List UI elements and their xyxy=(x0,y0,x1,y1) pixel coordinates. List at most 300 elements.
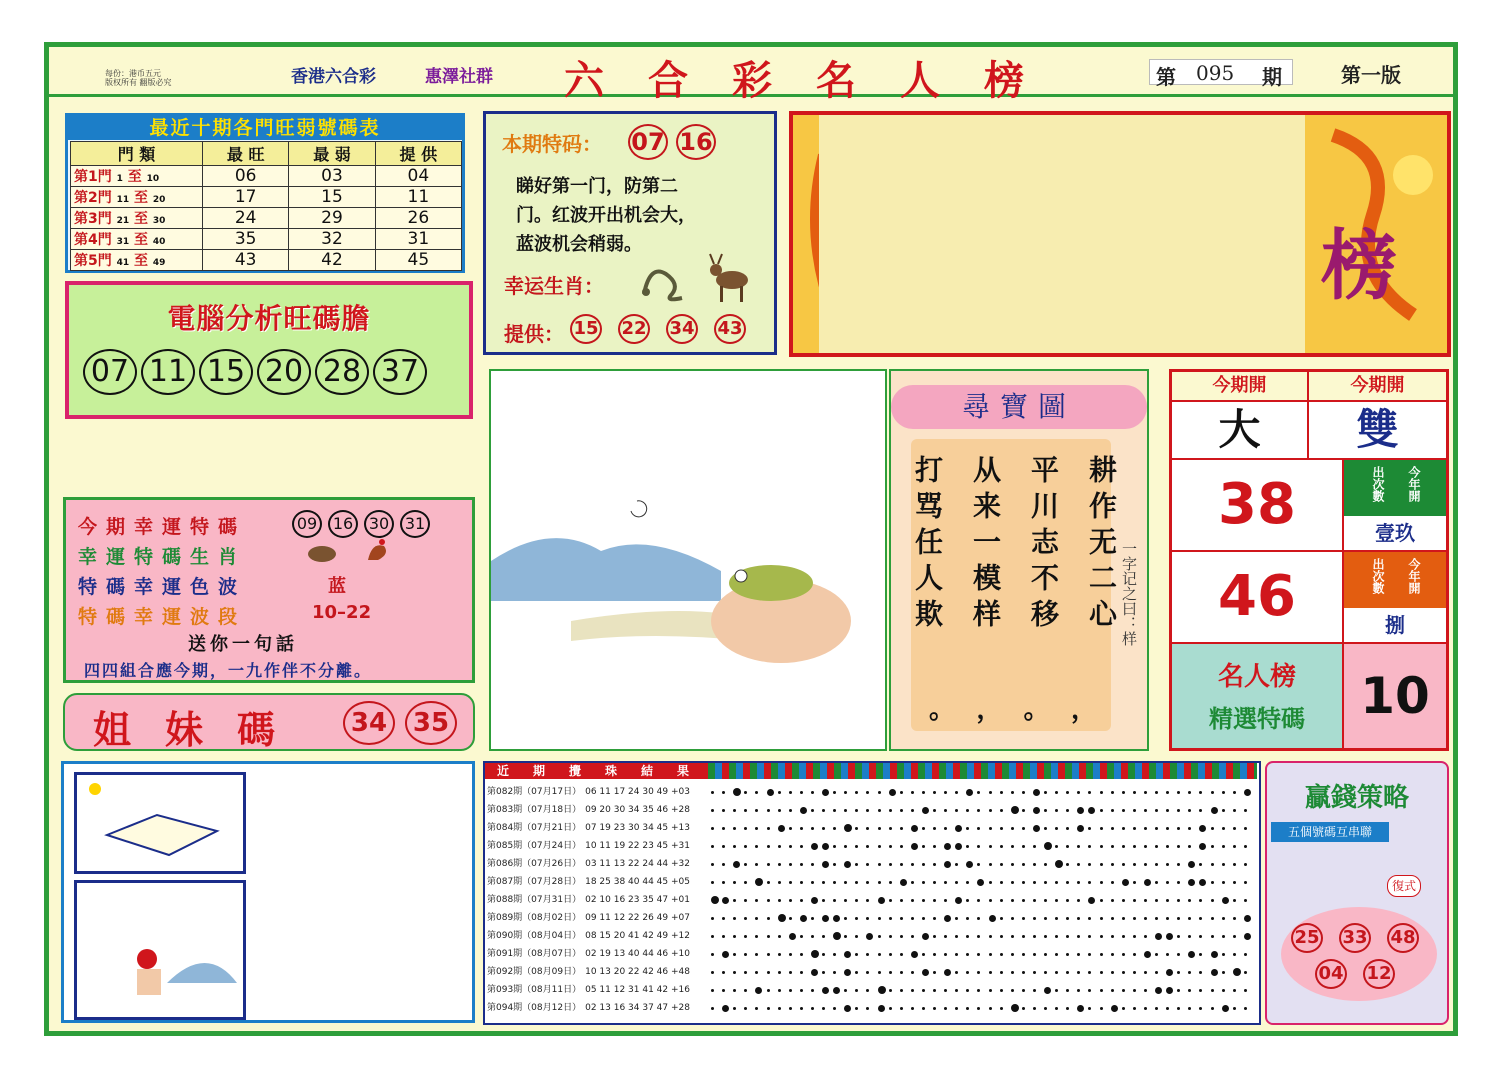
history-row xyxy=(487,801,699,819)
poem-line: 耕作无二心 xyxy=(1085,455,1118,635)
history-dot xyxy=(789,933,796,940)
strategy-number: 25 xyxy=(1291,923,1323,953)
history-dot xyxy=(1000,899,1003,902)
history-dot xyxy=(1111,989,1114,992)
history-dot xyxy=(1044,917,1047,920)
history-dot xyxy=(1199,953,1202,956)
history-numbers: 09 11 12 22 26 49 +07 xyxy=(585,913,690,923)
history-dot xyxy=(1199,971,1202,974)
history-dot xyxy=(1233,968,1241,976)
history-dot xyxy=(1133,809,1136,812)
history-dot xyxy=(1066,971,1069,974)
famous-subtitle: 精選特碼 xyxy=(1209,705,1305,733)
history-issue: 第094期（08月12日） xyxy=(487,1003,582,1013)
table-row xyxy=(71,250,462,271)
history-dot xyxy=(800,935,803,938)
history-dot xyxy=(977,879,984,886)
gate-zhi: 至 xyxy=(134,190,149,206)
history-dot-row xyxy=(707,855,1257,873)
history-dot xyxy=(1011,806,1019,814)
strategy-subtitle: 五個號碼互串聯 xyxy=(1271,822,1389,842)
history-dot xyxy=(1211,1007,1214,1010)
history-dot xyxy=(1122,809,1125,812)
history-dot xyxy=(855,917,858,920)
history-dot xyxy=(833,953,836,956)
history-header-char: 果 xyxy=(676,764,689,778)
history-dot xyxy=(977,827,980,830)
history-dot xyxy=(1066,917,1069,920)
history-dot xyxy=(855,827,858,830)
history-dot xyxy=(800,989,803,992)
history-dot xyxy=(855,863,858,866)
history-dot xyxy=(911,899,914,902)
history-dot xyxy=(1055,809,1058,812)
history-dot xyxy=(977,1007,980,1010)
history-dot xyxy=(1155,917,1158,920)
give-value: 11 xyxy=(375,187,461,208)
history-dot xyxy=(1222,971,1225,974)
history-dot xyxy=(1077,863,1080,866)
history-dot xyxy=(1133,827,1136,830)
history-dot xyxy=(1111,899,1114,902)
history-dot xyxy=(989,915,996,922)
history-dot xyxy=(711,989,714,992)
history-dot xyxy=(1088,935,1091,938)
history-dot xyxy=(1188,845,1191,848)
history-dot xyxy=(1122,845,1125,848)
history-dot xyxy=(1033,917,1036,920)
history-dot xyxy=(900,863,903,866)
history-dot xyxy=(1222,917,1225,920)
history-dot xyxy=(1155,933,1162,940)
history-dot xyxy=(889,845,892,848)
history-dot xyxy=(1011,881,1014,884)
history-dot xyxy=(833,845,836,848)
history-dot xyxy=(744,899,747,902)
history-numbers: 10 13 20 22 42 46 +48 xyxy=(585,967,690,977)
history-dot xyxy=(722,809,725,812)
banner-panel xyxy=(789,111,1451,357)
gate-from: 31 xyxy=(116,237,130,247)
history-dot xyxy=(1188,861,1195,868)
history-dot xyxy=(1144,951,1151,958)
history-dot xyxy=(989,935,992,938)
computer-number: 37 xyxy=(373,349,427,395)
history-dot xyxy=(944,791,947,794)
history-dot xyxy=(744,989,747,992)
history-dot xyxy=(822,935,825,938)
history-dot xyxy=(1133,845,1136,848)
history-dot-row xyxy=(707,945,1257,963)
history-dot xyxy=(1077,791,1080,794)
history-dot xyxy=(1144,971,1147,974)
history-dot xyxy=(1211,951,1218,958)
history-dot xyxy=(822,843,829,850)
history-dot xyxy=(755,863,758,866)
history-dot xyxy=(911,1007,914,1010)
girl-image xyxy=(74,880,246,1020)
table-row xyxy=(71,208,462,229)
history-dot xyxy=(1166,809,1169,812)
history-numbers: 10 11 19 22 23 45 +31 xyxy=(585,841,690,851)
history-dot xyxy=(955,809,958,812)
history-dot xyxy=(878,845,881,848)
history-dot xyxy=(789,971,792,974)
history-dot xyxy=(733,827,736,830)
history-dot xyxy=(1122,863,1125,866)
history-dot xyxy=(811,950,819,958)
count-label: 出次數 xyxy=(1371,558,1385,594)
open-number-1-times: 壹玖 xyxy=(1344,516,1446,552)
history-dot xyxy=(955,897,962,904)
history-dot xyxy=(1133,791,1136,794)
history-dot xyxy=(955,791,958,794)
history-dot xyxy=(1166,917,1169,920)
history-dot xyxy=(755,809,758,812)
history-dot xyxy=(767,971,770,974)
history-dot xyxy=(755,1007,758,1010)
history-dot xyxy=(1155,881,1158,884)
history-issue: 第089期（08月02日） xyxy=(487,913,582,923)
history-dot xyxy=(711,845,714,848)
history-dot xyxy=(1055,827,1058,830)
give-number: 22 xyxy=(618,314,650,344)
history-dot xyxy=(944,843,951,850)
history-dot xyxy=(1144,845,1147,848)
gate-from: 41 xyxy=(116,258,130,268)
history-dot xyxy=(1122,827,1125,830)
history-dot xyxy=(778,825,785,832)
history-dot xyxy=(922,807,929,814)
history-dot xyxy=(767,789,774,796)
history-dot xyxy=(767,917,770,920)
history-dot xyxy=(1222,897,1229,904)
history-dot xyxy=(811,791,814,794)
history-dot xyxy=(755,845,758,848)
history-dot xyxy=(1011,845,1014,848)
history-dot xyxy=(1088,845,1091,848)
history-dot xyxy=(855,1007,858,1010)
history-dot xyxy=(889,827,892,830)
history-dot xyxy=(1055,953,1058,956)
pig-icon xyxy=(304,540,340,566)
history-dot xyxy=(1199,899,1202,902)
history-dot xyxy=(1033,899,1036,902)
history-dot xyxy=(755,953,758,956)
history-dot xyxy=(989,1007,992,1010)
history-dot xyxy=(1011,953,1014,956)
history-dot xyxy=(1000,809,1003,812)
history-dot xyxy=(933,791,936,794)
history-dot xyxy=(889,863,892,866)
history-dot xyxy=(1066,899,1069,902)
history-dot xyxy=(744,935,747,938)
history-dot xyxy=(833,971,836,974)
computer-number: 20 xyxy=(257,349,311,395)
history-dot xyxy=(1000,935,1003,938)
history-dot xyxy=(1211,863,1214,866)
history-dot xyxy=(1077,953,1080,956)
history-dot xyxy=(789,899,792,902)
history-dot xyxy=(933,845,936,848)
issue-box xyxy=(1149,59,1293,89)
history-numbers: 08 15 20 41 42 49 +12 xyxy=(585,931,690,941)
history-dot xyxy=(1222,1005,1229,1012)
history-dot xyxy=(744,1007,747,1010)
send-phrase-label: 送你一句話 xyxy=(188,634,298,655)
history-dot xyxy=(1177,899,1180,902)
history-row xyxy=(487,945,699,963)
gate-label: 第4門 xyxy=(74,232,112,248)
history-dot xyxy=(778,791,781,794)
history-dot xyxy=(1088,897,1095,904)
history-dot xyxy=(733,953,736,956)
history-row xyxy=(487,981,699,999)
history-dot xyxy=(922,881,925,884)
famous-number: 10 xyxy=(1344,644,1446,748)
history-dot xyxy=(1055,917,1058,920)
history-dot xyxy=(744,791,747,794)
history-dot xyxy=(966,845,969,848)
history-dot xyxy=(755,899,758,902)
lucky-color-value: 蓝 xyxy=(328,576,346,597)
poem-mark: 。 xyxy=(1023,695,1050,725)
history-dot xyxy=(966,789,973,796)
history-dot xyxy=(900,1007,903,1010)
history-dot xyxy=(1066,953,1069,956)
history-dot xyxy=(989,989,992,992)
history-dot xyxy=(1222,809,1225,812)
history-dot xyxy=(789,791,792,794)
history-dot xyxy=(1188,899,1191,902)
history-dot xyxy=(1177,827,1180,830)
history-dot xyxy=(789,953,792,956)
history-dot xyxy=(844,989,847,992)
history-dot xyxy=(1211,827,1214,830)
history-dot xyxy=(778,971,781,974)
history-dot xyxy=(878,827,881,830)
history-dot xyxy=(1066,845,1069,848)
history-dot xyxy=(855,881,858,884)
history-dot xyxy=(889,953,892,956)
history-dot xyxy=(1133,971,1136,974)
history-dot xyxy=(1055,989,1058,992)
history-dot xyxy=(878,971,881,974)
history-dot xyxy=(778,899,781,902)
history-dot xyxy=(1077,825,1084,832)
history-dot xyxy=(1188,989,1191,992)
history-dot xyxy=(1088,863,1091,866)
history-dot-row xyxy=(707,837,1257,855)
history-dot xyxy=(889,789,896,796)
give-number: 43 xyxy=(714,314,746,344)
gate-label: 第1門 xyxy=(74,169,112,185)
history-dot xyxy=(1077,845,1080,848)
history-dot xyxy=(722,897,729,904)
history-dot xyxy=(933,809,936,812)
history-dot xyxy=(711,896,719,904)
history-dot xyxy=(1111,827,1114,830)
history-dot xyxy=(755,917,758,920)
history-dot xyxy=(1077,807,1084,814)
history-dot xyxy=(1077,971,1080,974)
history-issue: 第092期（08月09日） xyxy=(487,967,582,977)
history-row xyxy=(487,783,699,801)
poem-line: 从来一模样 xyxy=(969,455,1002,635)
history-dot xyxy=(977,935,980,938)
issue-number: 095 xyxy=(1196,61,1235,85)
history-dot xyxy=(733,788,741,796)
history-dot xyxy=(1233,989,1236,992)
history-numbers: 02 19 13 40 44 46 +10 xyxy=(585,949,690,959)
cold-value: 29 xyxy=(289,208,375,229)
count-label-year: 今年開 xyxy=(1407,466,1421,502)
count-label: 出次數 xyxy=(1371,466,1385,502)
history-dot xyxy=(1177,881,1180,884)
history-dot xyxy=(711,863,714,866)
history-dot xyxy=(922,989,925,992)
history-dot xyxy=(733,809,736,812)
history-dot xyxy=(922,969,929,976)
history-dot xyxy=(778,1007,781,1010)
hot-cold-table-panel xyxy=(65,113,465,273)
history-dot xyxy=(1244,827,1247,830)
history-dot xyxy=(755,987,762,994)
history-dot xyxy=(866,971,869,974)
poem-mark: ， xyxy=(976,695,1003,725)
history-dot xyxy=(944,969,951,976)
history-row xyxy=(487,873,699,891)
history-dot xyxy=(1199,825,1206,832)
history-dot xyxy=(833,987,840,994)
history-dot xyxy=(866,989,869,992)
history-dot xyxy=(1088,827,1091,830)
history-dot xyxy=(911,825,918,832)
history-dot xyxy=(1244,809,1247,812)
history-dot xyxy=(1155,899,1158,902)
history-dot xyxy=(1144,863,1147,866)
history-dot xyxy=(1100,809,1103,812)
history-dot xyxy=(1100,953,1103,956)
history-dot xyxy=(977,845,980,848)
history-dot xyxy=(944,827,947,830)
history-dot xyxy=(1233,917,1236,920)
history-dot xyxy=(1044,899,1047,902)
gate-from: 1 xyxy=(116,174,123,184)
history-dot xyxy=(1133,881,1136,884)
history-dot xyxy=(955,971,958,974)
history-dot xyxy=(733,1007,736,1010)
history-dot xyxy=(744,881,747,884)
history-dot xyxy=(811,1007,814,1010)
history-dot xyxy=(989,899,992,902)
history-dot xyxy=(1199,935,1202,938)
history-dot xyxy=(1144,1007,1147,1010)
history-dot xyxy=(1000,971,1003,974)
history-dot xyxy=(1044,935,1047,938)
history-dot xyxy=(1044,791,1047,794)
history-dot xyxy=(1100,827,1103,830)
count-label-box xyxy=(1344,460,1446,516)
strategy-title: 贏錢策略 xyxy=(1304,783,1409,813)
history-dot xyxy=(833,899,836,902)
edition-label: 第一版 xyxy=(1341,63,1401,87)
history-dot xyxy=(833,932,841,940)
history-dot xyxy=(744,953,747,956)
history-dot xyxy=(800,807,807,814)
history-dot xyxy=(711,827,714,830)
history-dot xyxy=(822,861,829,868)
dragon-icon xyxy=(636,254,692,306)
gate-zhi: 至 xyxy=(134,253,149,269)
col-header-cold: 最 弱 xyxy=(289,142,375,166)
open-parity-value: 雙 xyxy=(1309,402,1446,460)
history-dot xyxy=(1077,881,1080,884)
history-dot xyxy=(1144,791,1147,794)
history-dot xyxy=(1166,953,1169,956)
history-dot xyxy=(1011,971,1014,974)
history-dot xyxy=(1044,842,1052,850)
open-result-panel xyxy=(1169,369,1449,751)
history-dot xyxy=(1177,791,1180,794)
history-dot xyxy=(933,881,936,884)
history-dot xyxy=(1222,863,1225,866)
history-dot xyxy=(1155,953,1158,956)
history-dot xyxy=(722,845,725,848)
history-dot xyxy=(811,897,818,904)
history-dot xyxy=(1244,863,1247,866)
history-issue: 第091期（08月07日） xyxy=(487,949,582,959)
brand-community: 惠澤社群 xyxy=(425,67,493,87)
strategy-number: 04 xyxy=(1315,959,1347,989)
history-dot-row xyxy=(707,999,1257,1017)
history-dot xyxy=(1211,791,1214,794)
strategy-number: 48 xyxy=(1387,923,1419,953)
history-dot xyxy=(1233,881,1236,884)
hot-value: 43 xyxy=(203,250,289,271)
history-dot xyxy=(1233,863,1236,866)
history-dot xyxy=(1111,809,1114,812)
give-value: 45 xyxy=(375,250,461,271)
history-dot xyxy=(1222,953,1225,956)
history-row xyxy=(487,999,699,1017)
history-dot xyxy=(789,1007,792,1010)
history-dot xyxy=(1177,845,1180,848)
history-dot xyxy=(711,953,714,956)
history-dot xyxy=(1144,809,1147,812)
gate-label: 第2門 xyxy=(74,190,112,206)
history-dot xyxy=(711,1007,714,1010)
history-dot xyxy=(1122,879,1129,886)
history-dot xyxy=(889,989,892,992)
history-dot xyxy=(722,1005,729,1012)
lucky-zodiac-row-label: 幸運特碼生肖 xyxy=(78,546,247,568)
history-dot xyxy=(711,791,714,794)
lucky-code-number: 30 xyxy=(364,510,394,538)
history-dot xyxy=(1055,860,1063,868)
history-dot xyxy=(1177,935,1180,938)
history-dot xyxy=(711,935,714,938)
history-dot xyxy=(811,863,814,866)
lucky-zodiac-label: 幸运生肖： xyxy=(504,274,604,298)
history-dot-row xyxy=(707,891,1257,909)
history-dot xyxy=(755,791,758,794)
history-dot xyxy=(1022,1007,1025,1010)
open-size-value: 大 xyxy=(1172,402,1309,460)
history-dot xyxy=(733,935,736,938)
history-dot xyxy=(1233,953,1236,956)
history-dot xyxy=(855,953,858,956)
